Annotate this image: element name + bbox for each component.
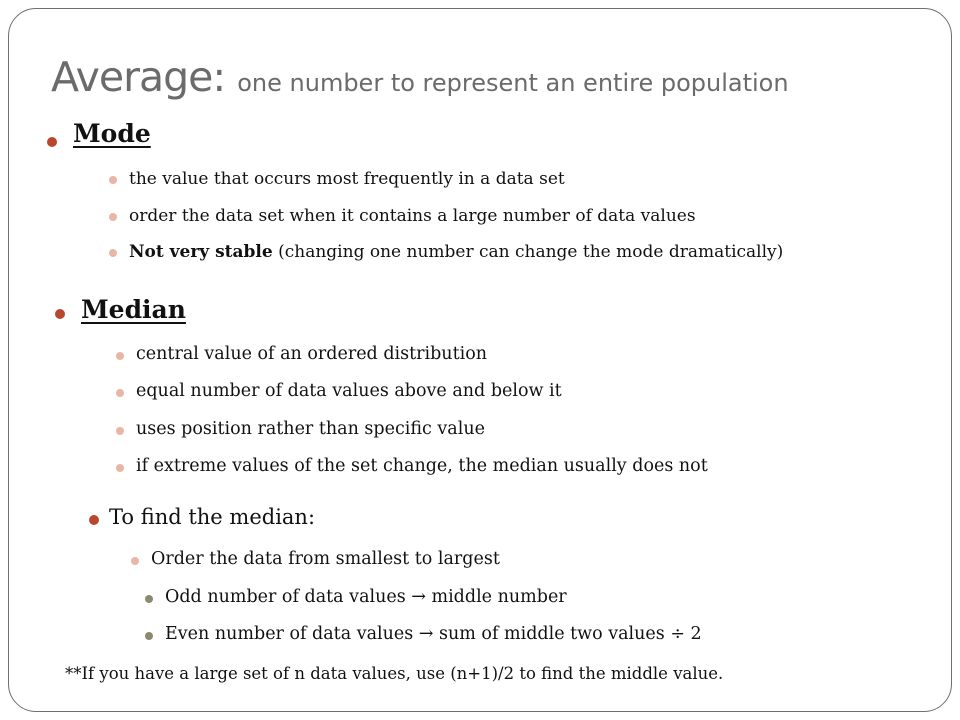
- find-step: Order the data from smallest to largest: [151, 549, 500, 569]
- median-item-4: if extreme values of the set change, the median usually does not: [136, 456, 708, 476]
- title-main: Average:: [51, 53, 226, 101]
- mode-stable-rest: (changing one number can change the mode dramatically): [278, 242, 784, 262]
- find-heading: To find the median:: [109, 505, 316, 529]
- mode-item-3: [129, 242, 783, 262]
- find-step-bullet-icon: [131, 557, 139, 565]
- median-heading: Median: [81, 295, 186, 324]
- mode-stable-bold: Not very stable: [129, 242, 273, 262]
- median-bullet-4-icon: [116, 464, 124, 472]
- median-bullet-2-icon: [116, 389, 124, 397]
- median-bullet-3-icon: [116, 427, 124, 435]
- mode-heading: Mode: [73, 119, 151, 148]
- median-item-2: equal number of data values above and below it: [136, 381, 562, 401]
- mode-bullet-2-icon: [109, 213, 117, 221]
- find-odd: Odd number of data values → middle number: [165, 587, 567, 607]
- median-bullet-1-icon: [116, 352, 124, 360]
- median-item-3: uses position rather than specific value: [136, 419, 485, 439]
- mode-bullet-icon: [47, 137, 57, 147]
- median-bullet-icon: [55, 309, 65, 319]
- mode-bullet-1-icon: [109, 176, 117, 184]
- median-note: **If you have a large set of n data values, use (n+1)/2 to find the middle value.: [65, 664, 724, 683]
- slide-title: [51, 53, 789, 101]
- mode-item-1: the value that occurs most frequently in a data set: [129, 169, 565, 189]
- title-subtitle: one number to represent an entire population: [237, 69, 789, 97]
- slide: [8, 8, 952, 712]
- find-bullet-icon: [89, 515, 99, 525]
- even-bullet-icon: [145, 632, 153, 640]
- mode-bullet-3-icon: [109, 249, 117, 257]
- find-even: Even number of data values → sum of middle two values ÷ 2: [165, 624, 702, 644]
- median-item-1: central value of an ordered distribution: [136, 344, 487, 364]
- odd-bullet-icon: [145, 595, 153, 603]
- mode-item-2: order the data set when it contains a large number of data values: [129, 206, 696, 226]
